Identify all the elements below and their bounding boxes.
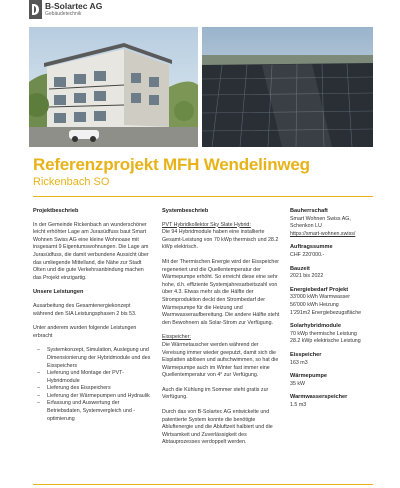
fact-eisspeicher	[290, 352, 374, 367]
fact-label: Energiebedarf Projekt	[290, 286, 349, 293]
eisspeicher-text: Die Wärmetauscher werden während der Vereisung immer wieder geeputzt, damit sich die Eisplatten ablösen und aufschwimmen, so hat die Wärmepumpe auch im Winter fast immer eine Quellentemperatur von 4° zur Verfügung.	[162, 341, 279, 379]
fact-auftragssumme	[290, 244, 374, 259]
fact-waermepumpe	[290, 373, 374, 388]
solar-roof-photo	[202, 27, 373, 147]
heading-systembeschrieb: Systembeschrieb	[162, 208, 209, 214]
fact-label: Auftragssumme	[290, 244, 333, 251]
fact-value: CHF 220'000.-	[290, 251, 325, 258]
pvt-text: Die 94 Hybridmodule haben eine installierte Gesamt-Leistung von 70 kWp thermisch und 28.2 kWp elektrisch.	[162, 229, 279, 251]
fact-label: Wärmepumpe	[290, 373, 327, 380]
fact-label: Eisspeicher	[290, 351, 322, 358]
logo-name: B-Solartec AG	[45, 1, 103, 11]
fact-label: Warmwasserspeicher	[290, 394, 348, 401]
fact-value: 56'000 kWh Heizung	[290, 301, 339, 308]
building-photo	[29, 27, 198, 147]
fact-value: 163 m3	[290, 359, 308, 366]
divider-top	[33, 196, 373, 197]
bauherr-link[interactable]: https://smart-wohnen.swiss/	[290, 230, 356, 237]
page-subtitle: Rickenbach SO	[33, 176, 110, 188]
fact-bauherrschaft	[290, 208, 374, 238]
leistungen-list	[33, 347, 151, 423]
system-paragraph-5: Durch das von B-Solartec AG entwickelte und patentierte System konnte die benötigte Abluftenergie und die Abluftzeit halbiert und die Wirtsamkeit und Zuverlässigkeit des Abtauprozesses verdoppelt werden.	[162, 409, 273, 446]
leistungen-intro: Ausarbeitung des Gesamtenergiekonzept während den SIA Leistungsphasen 2 bis 53.	[33, 302, 137, 317]
project-description: In der Gemeinde Rickenbach an wunderschöner leicht erhöhter Lage am Jurasüdfuss baut Smart Wohnen Swiss AG eine kleine Wohnoase mit insgesamt 9 Eigentumswohnungen. Die Lage am Jurasüdfuss, die damit verbundene Aussicht über das umliegende Mittelland, die Nähe zur Stadt Olten und die gute Verkehrsanbindung machen das Projekt einzigartig.	[33, 221, 149, 281]
fact-label: Solarhybridmodule	[290, 323, 341, 330]
fact-value: Schenkon LU	[290, 223, 322, 230]
pvt-title: PVT Hybridkollektor Sky Slate Hybrid:	[162, 221, 251, 228]
fact-warmwasserspeicher	[290, 394, 374, 409]
fact-value: 35 kW	[290, 380, 306, 387]
heading-leistungen: Unsere Leistungen	[33, 289, 84, 296]
list-item: – Systemkonzept, Simulation, Auslegung und Dimensionierung der Hybridmodule und des Eisspeichers	[47, 347, 151, 370]
fact-solarhybridmodule	[290, 323, 374, 346]
logo-mark-icon	[29, 0, 42, 19]
fact-value: 33'000 kWh Warmwasser	[290, 294, 350, 301]
list-item: – Lieferung des Eisspeichers	[47, 385, 151, 393]
column-project	[33, 208, 151, 423]
company-logo	[29, 0, 105, 19]
column-system	[162, 208, 280, 454]
fact-value: 1.5 m3	[290, 401, 307, 408]
fact-label: Bauherrschaft	[290, 208, 328, 214]
fact-value: 1'291m2 Energiebezugsfläche	[290, 309, 362, 316]
fact-bauzeit	[290, 266, 374, 281]
divider-bottom	[33, 484, 373, 485]
fact-value: 28.2 kWp elektrische Leistung	[290, 338, 361, 345]
fact-energiebedarf	[290, 287, 374, 317]
fact-value: 70 kWp thermische Leistung	[290, 330, 357, 337]
eisspeicher-title: Eisspeicher:	[162, 334, 191, 341]
list-item: – Lieferung der Wärmepumpen und Hydraulik	[47, 393, 151, 401]
heading-projektbeschrieb: Projektbeschrieb	[33, 208, 79, 214]
system-paragraph-4: Auch die Kühlung im Sommer steht gratis zur Verfügung.	[162, 386, 269, 401]
page-title: Referenzprojekt MFH Wendelinweg	[33, 155, 310, 174]
list-item: – Lieferung und Montage der PVT-Hybridmodule	[47, 370, 151, 385]
system-paragraph-2: Mit der Thermischen Energie wird der Eisspeicher regeneriert und die Quellentemperatur der Wärmepumpe erhöht. So erreicht diese eine sehr hohe, d.h. effiziente Systemjahresarbeitszahl von über 4.3. Etwas mehr als die Hälfte der Stromproduktion deckt den Strombedarf der Wärmepumpe für die Heizung und Warmwasseraufbereitung. Die andere Hälfte steht den Bewohnern als Solar-Strom zur Verfügung.	[162, 258, 280, 326]
column-facts	[290, 208, 374, 415]
leistungen-intro-2: Unter anderem wurden folgende Leistungen erbracht	[33, 325, 137, 339]
logo-subtitle: Gebäudetechnik	[45, 11, 82, 17]
fact-value: Smart Wohnen Swiss AG,	[290, 215, 351, 222]
list-item: – Erfassung und Auswertung der Betriebsdaten, Systemvergleich und -optimierung	[47, 400, 151, 423]
fact-value: 2021 bis 2022	[290, 273, 324, 280]
fact-label: Bauzeit	[290, 265, 310, 272]
